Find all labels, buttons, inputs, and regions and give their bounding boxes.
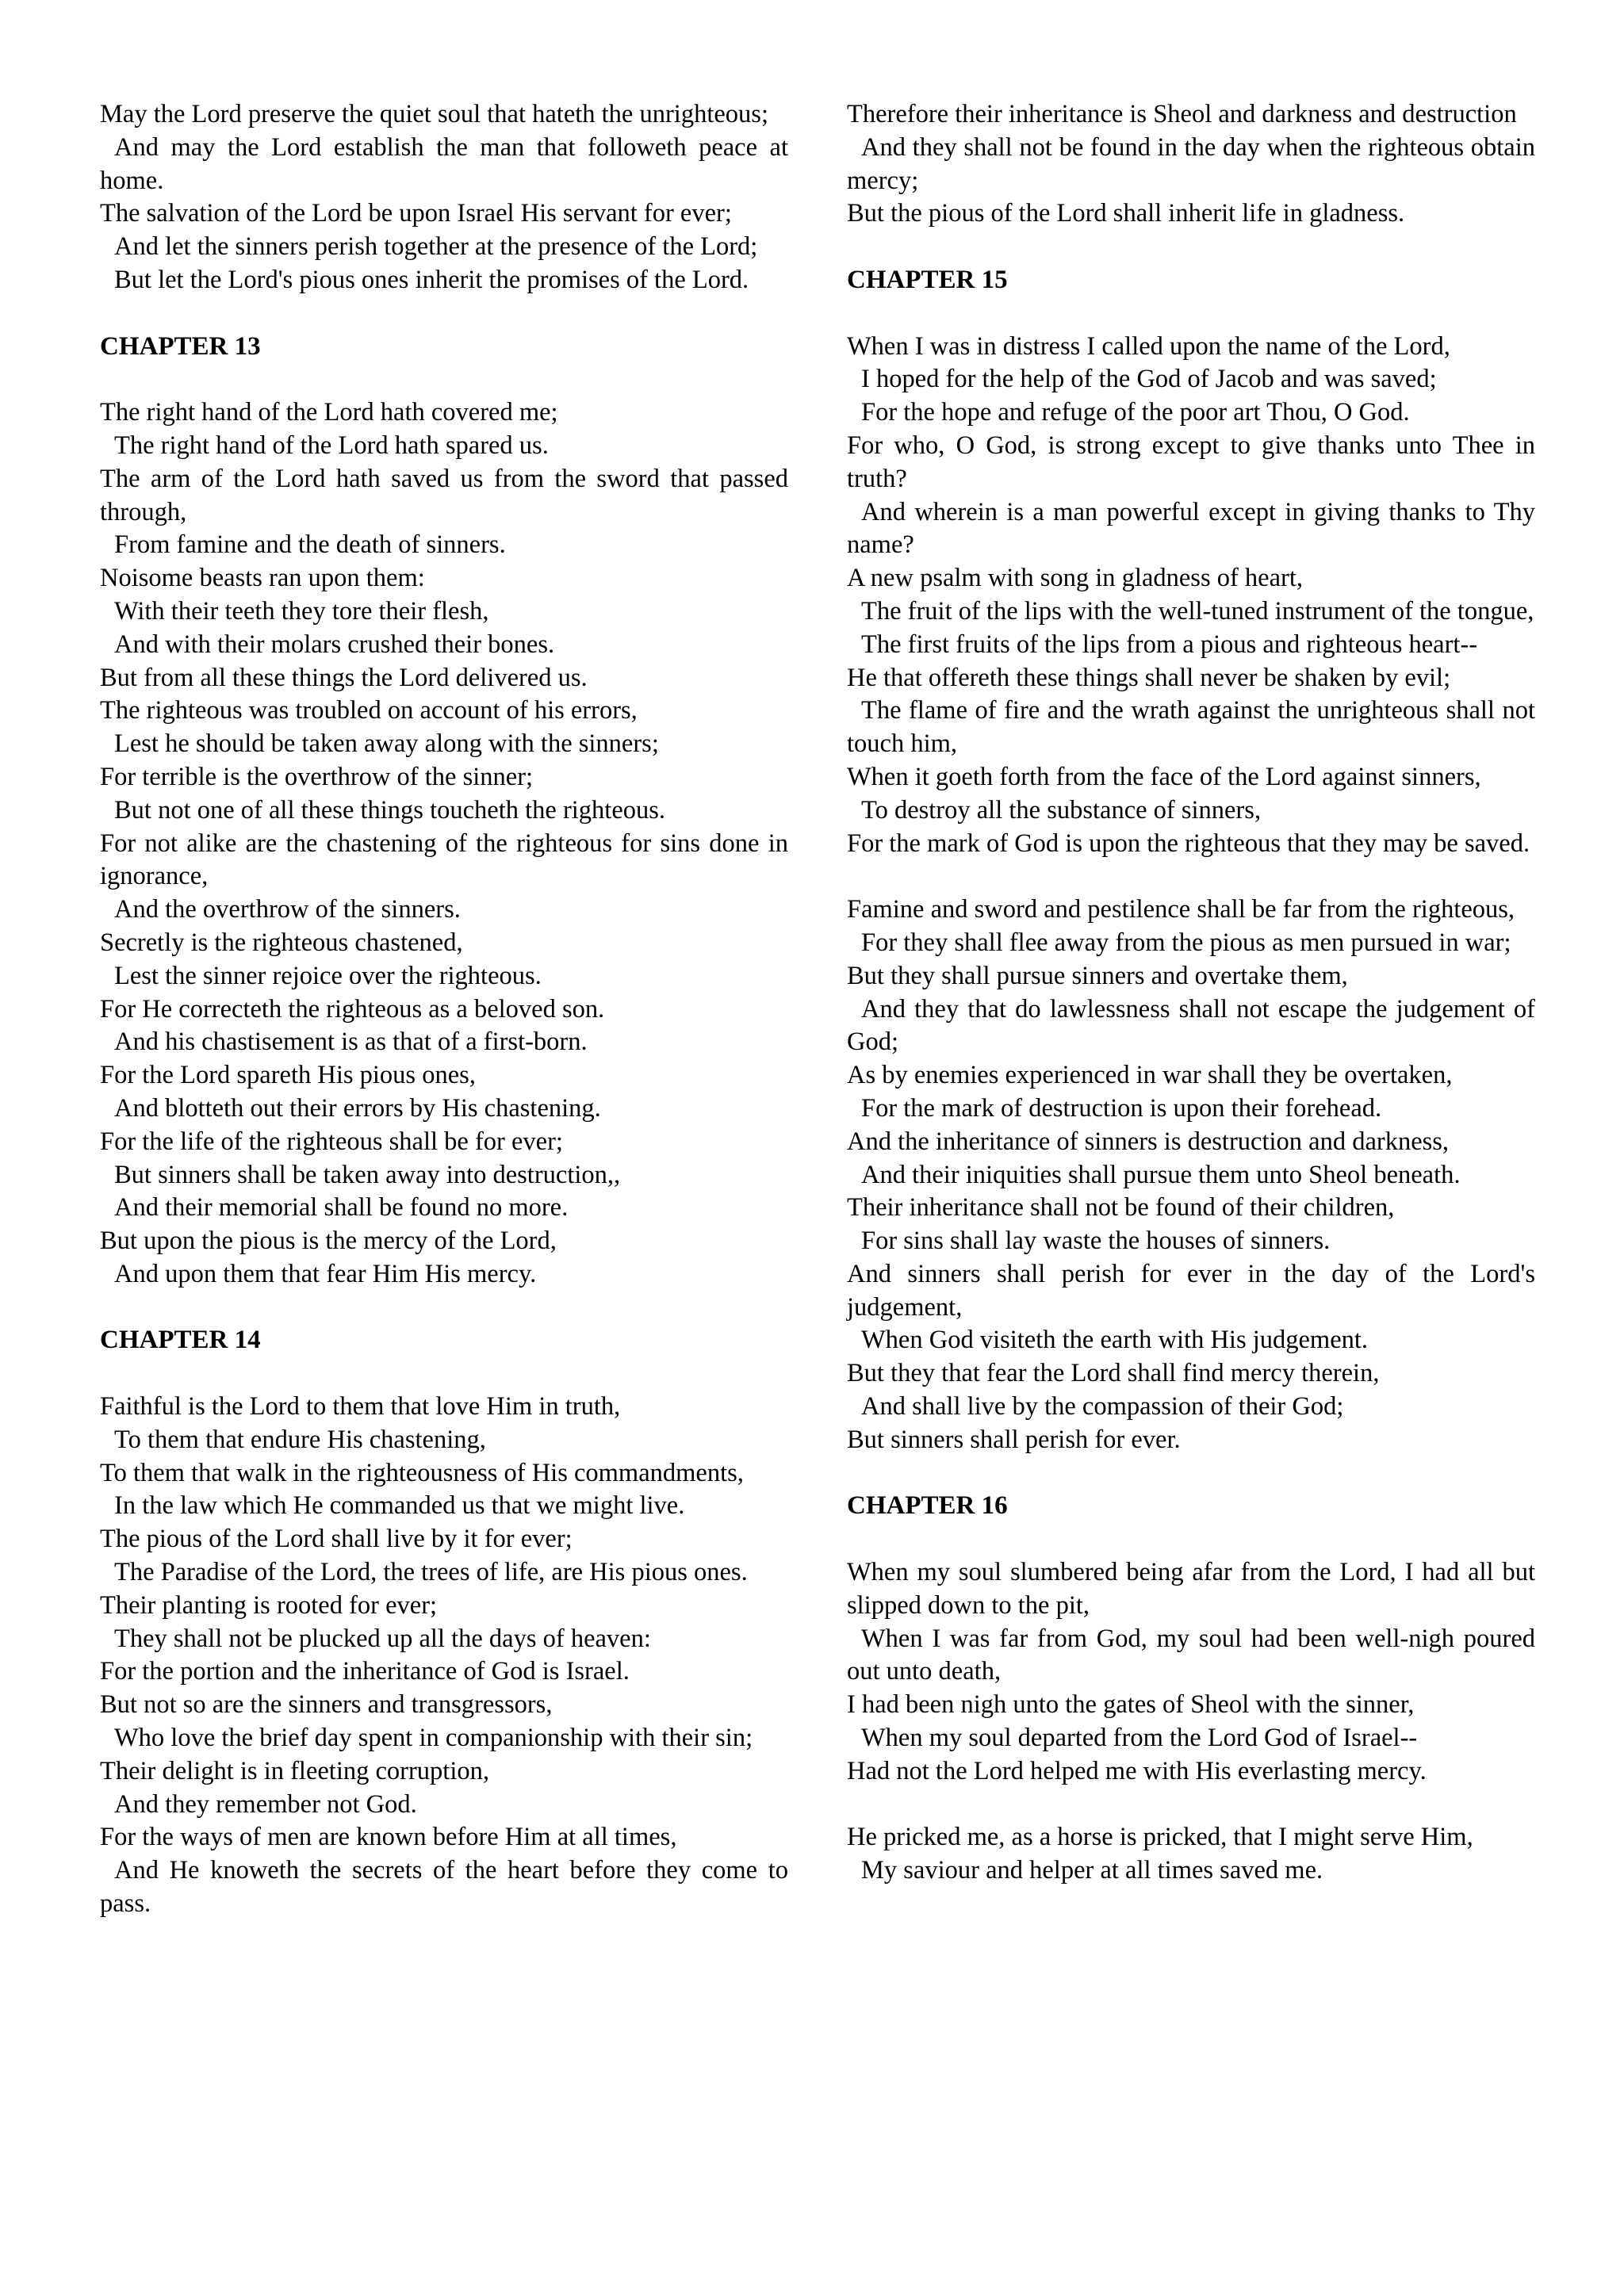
verse-line: Their inheritance shall not be found of their children,: [847, 1193, 1395, 1223]
verse-line: For the ways of men are known before Him at all times,: [100, 1823, 677, 1852]
verse-line: For the portion and the inheritance of God is Israel.: [100, 1657, 630, 1686]
verse-line: The flame of fire and the wrath against the unrighteous shall not touch him,: [847, 696, 1535, 759]
verse-line: To them that walk in the righteousness of His commandments,: [100, 1458, 744, 1487]
verse-line: And his chastisement is as that of a first-born.: [114, 1027, 588, 1057]
paragraph-gap: [847, 860, 1535, 894]
verse-line: And with their molars crushed their bones.: [114, 629, 555, 659]
paragraph-gap: [847, 231, 1535, 264]
verse-line: To destroy all the substance of sinners,: [861, 795, 1262, 825]
verse-line: And the overthrow of the sinners.: [114, 895, 461, 924]
verse-line: And shall live by the compassion of their God;: [861, 1392, 1344, 1422]
verse-line: I had been nigh unto the gates of Sheol with the sinner,: [847, 1690, 1415, 1720]
verse-line: Had not the Lord helped me with His everlasting mercy.: [847, 1756, 1427, 1785]
verse-line: For sins shall lay waste the houses of sinners.: [861, 1226, 1331, 1256]
verse-line: But upon the pious is the mercy of the Lord,: [100, 1226, 557, 1256]
paragraph-gap: [100, 1357, 788, 1391]
verse-line: But sinners shall perish for ever.: [847, 1425, 1181, 1454]
verse-line: May the Lord preserve the quiet soul that hateth the unrighteous;: [100, 100, 768, 128]
verse-line: When it goeth forth from the face of the Lord against sinners,: [847, 762, 1481, 791]
right-column: [847, 98, 1535, 1888]
verse-line: As by enemies experienced in war shall they be overtaken,: [847, 1061, 1453, 1090]
verse-line: For not alike are the chastening of the righteous for sins done in ignorance,: [100, 828, 788, 891]
verse-line: Lest the sinner rejoice over the righteous.: [114, 961, 542, 990]
chapter-heading: CHAPTER 14: [100, 1326, 261, 1355]
paragraph-gap: [847, 1523, 1535, 1556]
verse-line: When I was far from God, my soul had been well-nigh poured out unto death,: [847, 1624, 1535, 1686]
verse-line: Faithful is the Lord to them that love Him in truth,: [100, 1392, 621, 1422]
verse-line: When my soul slumbered being afar from the Lord, I had all but slipped down to the pit,: [847, 1558, 1535, 1620]
verse-line: And blotteth out their errors by His chastening.: [114, 1093, 601, 1123]
verse-line: The first fruits of the lips from a pious and righteous heart--: [861, 629, 1478, 659]
verse-line: I hoped for the help of the God of Jacob and was saved;: [861, 365, 1437, 394]
verse-line: They shall not be plucked up all the days of heaven:: [114, 1624, 651, 1653]
verse-line: Who love the brief day spent in companionship with their sin;: [114, 1724, 753, 1753]
verse-line: For the hope and refuge of the poor art Thou, O God.: [861, 398, 1410, 427]
verse-line: For the mark of destruction is upon their forehead.: [861, 1093, 1382, 1123]
verse-line: My saviour and helper at all times saved me.: [861, 1856, 1323, 1885]
verse-line: For terrible is the overthrow of the sinner;: [100, 762, 534, 791]
verse-line: He that offereth these things shall never be shaken by evil;: [847, 663, 1451, 692]
verse-line: The righteous was troubled on account of his errors,: [100, 696, 638, 725]
paragraph-gap: [100, 1292, 788, 1325]
left-column: [100, 98, 788, 1921]
verse-line: But not so are the sinners and transgressors,: [100, 1690, 553, 1720]
verse-line: But the pious of the Lord shall inherit life in gladness.: [847, 199, 1405, 228]
verse-line: But from all these things the Lord delivered us.: [100, 663, 588, 692]
verse-line: He pricked me, as a horse is pricked, that I might serve Him,: [847, 1823, 1473, 1852]
verse-line: But sinners shall be taken away into destruction,,: [114, 1160, 621, 1189]
verse-line: From famine and the death of sinners.: [114, 530, 506, 560]
verse-line: But they shall pursue sinners and overtake them,: [847, 961, 1348, 990]
paragraph-gap: [847, 1789, 1535, 1822]
verse-line: The right hand of the Lord hath spared us.: [114, 430, 549, 460]
verse-line: And they remember not God.: [114, 1789, 417, 1819]
verse-line: A new psalm with song in gladness of heart,: [847, 564, 1303, 593]
paragraph-gap: [847, 1457, 1535, 1490]
verse-line: And they shall not be found in the day when the righteous obtain mercy;: [847, 132, 1535, 195]
verse-line: The Paradise of the Lord, the trees of life, are His pious ones.: [114, 1558, 748, 1587]
verse-line: The fruit of the lips with the well-tuned instrument of the tongue,: [861, 596, 1534, 626]
verse-line: But they that fear the Lord shall find mercy therein,: [847, 1359, 1380, 1388]
verse-line: For who, O God, is strong except to give thanks unto Thee in truth?: [847, 430, 1535, 493]
verse-line: To them that endure His chastening,: [114, 1425, 486, 1454]
verse-line: When God visiteth the earth with His judgement.: [861, 1326, 1369, 1355]
verse-line: But not one of all these things toucheth the righteous.: [114, 795, 666, 825]
verse-line: But let the Lord's pious ones inherit the promises of the Lord.: [114, 265, 749, 294]
paragraph-gap: [100, 363, 788, 396]
verse-line: The arm of the Lord hath saved us from the sword that passed through,: [100, 464, 788, 526]
verse-line: Lest he should be taken away along with the sinners;: [114, 729, 659, 759]
verse-line: In the law which He commanded us that we might live.: [114, 1491, 685, 1521]
verse-line: The salvation of the Lord be upon Israel His servant for ever;: [100, 199, 732, 228]
verse-line: And wherein is a man powerful except in giving thanks to Thy name?: [847, 497, 1535, 560]
verse-line: Their planting is rooted for ever;: [100, 1590, 438, 1620]
chapter-heading: CHAPTER 13: [100, 331, 261, 361]
verse-line: And upon them that fear Him His mercy.: [114, 1259, 537, 1288]
verse-line: The right hand of the Lord hath covered me;: [100, 398, 558, 427]
verse-line: And let the sinners perish together at the presence of the Lord;: [114, 232, 758, 262]
verse-line: For He correcteth the righteous as a beloved son.: [100, 994, 605, 1024]
chapter-heading: CHAPTER 15: [847, 265, 1008, 294]
verse-line: For they shall flee away from the pious as men pursued in war;: [861, 928, 1511, 957]
verse-line: And sinners shall perish for ever in the day of the Lord's judgement,: [847, 1259, 1535, 1322]
verse-line: Secretly is the righteous chastened,: [100, 928, 463, 957]
verse-line: Their delight is in fleeting corruption,: [100, 1756, 489, 1785]
verse-line: When my soul departed from the Lord God of Israel--: [861, 1724, 1418, 1753]
verse-line: When I was in distress I called upon the name of the Lord,: [847, 331, 1450, 361]
paragraph-gap: [100, 297, 788, 331]
verse-line: For the life of the righteous shall be for ever;: [100, 1127, 563, 1156]
paragraph-gap: [847, 297, 1535, 331]
chapter-heading: CHAPTER 16: [847, 1491, 1008, 1521]
verse-line: And they that do lawlessness shall not escape the judgement of God;: [847, 994, 1535, 1057]
verse-line: For the mark of God is upon the righteous that they may be saved.: [847, 828, 1530, 858]
verse-line: And the inheritance of sinners is destruction and darkness,: [847, 1127, 1450, 1156]
verse-line: And their iniquities shall pursue them unto Sheol beneath.: [861, 1160, 1461, 1189]
verse-line: Therefore their inheritance is Sheol and darkness and destruction: [847, 100, 1517, 128]
verse-line: And He knoweth the secrets of the heart before they come to pass.: [100, 1856, 788, 1919]
verse-line: For the Lord spareth His pious ones,: [100, 1061, 476, 1090]
verse-line: With their teeth they tore their flesh,: [114, 596, 489, 626]
verse-line: And may the Lord establish the man that followeth peace at home.: [100, 132, 788, 195]
verse-line: The pious of the Lord shall live by it for ever;: [100, 1525, 573, 1554]
verse-line: Noisome beasts ran upon them:: [100, 564, 425, 593]
verse-line: And their memorial shall be found no more.: [114, 1193, 569, 1223]
verse-line: Famine and sword and pestilence shall be far from the righteous,: [847, 895, 1515, 924]
